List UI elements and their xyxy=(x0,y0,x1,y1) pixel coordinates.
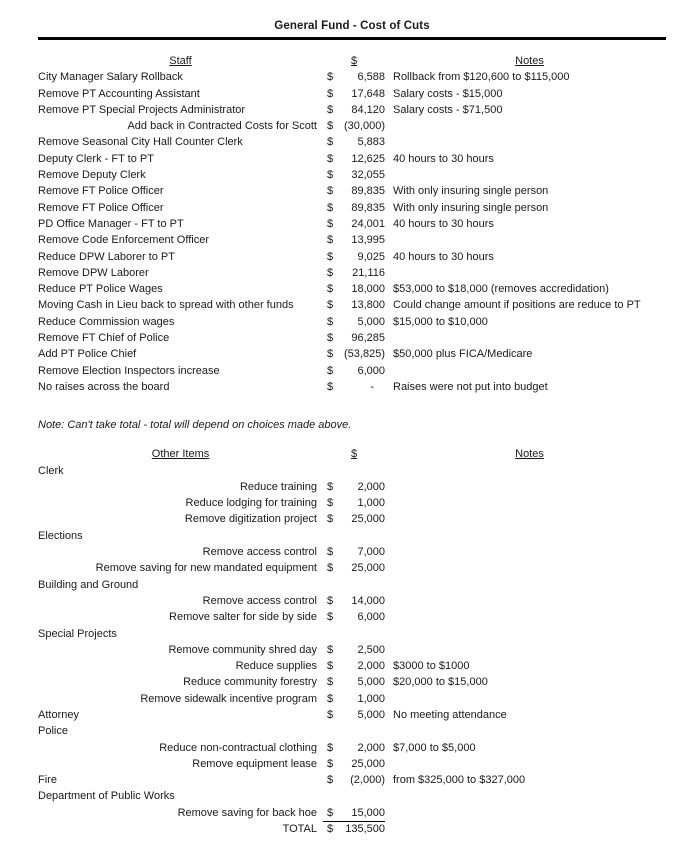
row-note xyxy=(385,626,666,642)
column-header-dollar: $ xyxy=(350,448,358,461)
dollar-sign: $ xyxy=(323,805,341,822)
row-note xyxy=(385,821,666,837)
row-note: 40 hours to 30 hours xyxy=(393,250,494,263)
row-label: Remove FT Chief of Police xyxy=(38,332,170,345)
table-row xyxy=(38,102,666,118)
dollar-sign: $ xyxy=(327,562,334,575)
table-row xyxy=(38,821,666,837)
row-note xyxy=(385,642,666,658)
dollar-sign: $ xyxy=(327,185,334,198)
dollar-sign xyxy=(323,723,341,739)
dollar-sign: $ xyxy=(327,120,334,133)
table-row xyxy=(38,216,666,232)
total-disclaimer-note: Note: Can't take total - total will depend on choices made above. xyxy=(38,419,352,432)
row-note xyxy=(385,511,666,527)
row-amount: 13,800 xyxy=(351,299,385,312)
table-row xyxy=(38,772,666,788)
row-note: Salary costs - $71,500 xyxy=(393,103,503,116)
table-row xyxy=(38,609,666,625)
table-row xyxy=(38,658,666,674)
row-label: Add PT Police Chief xyxy=(38,348,137,361)
other-items-table xyxy=(38,446,666,837)
row-amount: 14,000 xyxy=(351,594,385,607)
row-amount: 25,000 xyxy=(351,757,385,770)
dollar-sign: $ xyxy=(327,594,334,607)
dollar-sign: $ xyxy=(327,643,334,656)
table-row xyxy=(38,674,666,690)
row-label: Remove FT Police Officer xyxy=(38,185,164,198)
row-amount xyxy=(341,528,385,544)
row-label: Remove sidewalk incentive program xyxy=(140,692,317,705)
row-note xyxy=(385,788,666,804)
table-row xyxy=(38,495,666,511)
row-label: Reduce training xyxy=(239,480,317,493)
row-amount xyxy=(341,577,385,593)
row-note xyxy=(385,528,666,544)
row-label: Remove equipment lease xyxy=(192,757,317,770)
dollar-sign: $ xyxy=(327,497,334,510)
row-note: No meeting attendance xyxy=(393,708,507,721)
dollar-sign: $ xyxy=(327,315,334,328)
row-label: Remove saving for back hoe xyxy=(177,806,317,819)
dollar-sign: $ xyxy=(327,152,334,165)
row-note: from $325,000 to $327,000 xyxy=(393,774,526,787)
dollar-sign: $ xyxy=(327,103,334,116)
column-header-staff: Staff xyxy=(169,55,192,67)
table-row xyxy=(38,560,666,576)
row-label: Fire xyxy=(38,774,57,787)
row-amount: 1,000 xyxy=(357,497,385,510)
row-label: Remove Deputy Clerk xyxy=(38,169,146,182)
table-row xyxy=(38,314,666,330)
page-title: General Fund - Cost of Cuts xyxy=(274,20,430,32)
row-label: Building and Ground xyxy=(38,578,139,591)
table-row xyxy=(38,756,666,772)
row-amount xyxy=(341,626,385,642)
dollar-sign: $ xyxy=(327,757,334,770)
dollar-sign: $ xyxy=(327,217,334,230)
row-label: Remove DPW Laborer xyxy=(38,266,149,279)
row-amount: 6,588 xyxy=(357,71,385,84)
dollar-sign: $ xyxy=(327,546,334,559)
row-note xyxy=(385,167,666,183)
table-row xyxy=(38,69,666,85)
table-row xyxy=(38,118,666,134)
table-row xyxy=(38,281,666,297)
table-row xyxy=(38,249,666,265)
dollar-sign xyxy=(323,528,341,544)
staff-cuts-table xyxy=(38,53,666,395)
table-row xyxy=(38,232,666,248)
column-header-notes: Notes xyxy=(515,55,544,67)
row-note xyxy=(385,265,666,281)
dollar-sign: $ xyxy=(327,380,334,393)
row-note: Salary costs - $15,000 xyxy=(393,87,503,100)
table-row xyxy=(38,691,666,707)
table-row xyxy=(38,297,666,313)
row-amount: 13,995 xyxy=(351,234,385,247)
table-row xyxy=(38,183,666,199)
row-amount: 25,000 xyxy=(351,562,385,575)
row-amount xyxy=(341,788,385,804)
row-note: $7,000 to $5,000 xyxy=(393,741,476,754)
dollar-sign: $ xyxy=(327,71,334,84)
dollar-sign: $ xyxy=(327,676,334,689)
row-note: 40 hours to 30 hours xyxy=(393,217,494,230)
row-amount: 5,883 xyxy=(357,136,385,149)
row-label: Reduce supplies xyxy=(235,660,317,673)
row-note: Raises were not put into budget xyxy=(393,380,548,393)
row-note xyxy=(385,577,666,593)
table-row xyxy=(38,167,666,183)
row-note xyxy=(385,463,666,479)
row-label: Special Projects xyxy=(38,627,117,640)
row-note xyxy=(385,495,666,511)
table-row xyxy=(38,479,666,495)
dollar-sign xyxy=(323,788,341,804)
row-note xyxy=(385,560,666,576)
row-label: Add back in Contracted Costs for Scott xyxy=(127,120,317,133)
dollar-sign: $ xyxy=(327,87,334,100)
dollar-sign: $ xyxy=(327,250,334,263)
row-note xyxy=(385,118,666,134)
row-note xyxy=(385,723,666,739)
row-label: Moving Cash in Lieu back to spread with other funds xyxy=(38,299,294,312)
row-amount: (30,000) xyxy=(344,120,385,133)
row-amount xyxy=(341,463,385,479)
dollar-sign: $ xyxy=(327,234,334,247)
row-amount: 17,648 xyxy=(351,87,385,100)
row-amount: 24,001 xyxy=(351,217,385,230)
row-note xyxy=(385,609,666,625)
row-label: Reduce non-contractual clothing xyxy=(159,741,317,754)
row-label: Police xyxy=(38,725,68,738)
row-label: Remove digitization project xyxy=(184,513,317,526)
table-row xyxy=(38,151,666,167)
row-amount xyxy=(341,723,385,739)
dollar-sign: $ xyxy=(327,283,334,296)
row-label: Remove Election Inspectors increase xyxy=(38,364,220,377)
row-note: $53,000 to $18,000 (removes accredidation) xyxy=(393,283,609,296)
row-note: With only insuring single person xyxy=(393,201,549,214)
row-amount: 32,055 xyxy=(351,169,385,182)
row-note: 40 hours to 30 hours xyxy=(393,152,494,165)
dollar-sign: $ xyxy=(327,692,334,705)
row-amount: 15,000 xyxy=(341,805,385,822)
row-label: Remove Code Enforcement Officer xyxy=(38,234,209,247)
table-row xyxy=(38,740,666,756)
dollar-sign: $ xyxy=(327,611,334,624)
row-amount: 135,500 xyxy=(345,823,385,836)
dollar-sign: $ xyxy=(327,348,334,361)
table-row xyxy=(38,363,666,379)
row-note: $50,000 plus FICA/Medicare xyxy=(393,348,533,361)
row-note xyxy=(385,544,666,560)
table-row xyxy=(38,200,666,216)
row-label: City Manager Salary Rollback xyxy=(38,71,183,84)
dollar-sign: $ xyxy=(327,136,334,149)
table-row xyxy=(38,544,666,560)
row-amount: 2,500 xyxy=(357,643,385,656)
staff-table-header xyxy=(38,53,666,69)
row-note: $20,000 to $15,000 xyxy=(393,676,488,689)
row-label: Reduce community forestry xyxy=(183,676,317,689)
dollar-sign: $ xyxy=(327,660,334,673)
row-label: Reduce PT Police Wages xyxy=(38,283,163,296)
row-amount: 6,000 xyxy=(357,611,385,624)
table-row xyxy=(38,642,666,658)
column-header-notes: Notes xyxy=(515,448,544,461)
row-amount: 25,000 xyxy=(351,513,385,526)
table-row xyxy=(38,723,666,739)
row-amount: - xyxy=(370,380,374,393)
row-note xyxy=(385,134,666,150)
table-row xyxy=(38,511,666,527)
table-row xyxy=(38,707,666,723)
row-label: TOTAL xyxy=(282,823,317,836)
row-amount: 21,116 xyxy=(352,266,385,279)
dollar-sign: $ xyxy=(327,169,334,182)
row-label: Reduce lodging for training xyxy=(185,497,317,510)
row-note xyxy=(385,330,666,346)
dollar-sign: $ xyxy=(327,708,334,721)
row-note: $3000 to $1000 xyxy=(393,660,470,673)
row-label: Remove community shred day xyxy=(168,643,317,656)
table-row xyxy=(38,463,666,479)
row-label: Reduce Commission wages xyxy=(38,315,175,328)
dollar-sign xyxy=(323,463,341,479)
dollar-sign: $ xyxy=(327,823,334,836)
table-row xyxy=(38,788,666,804)
row-amount: 5,000 xyxy=(357,708,385,721)
dollar-sign: $ xyxy=(327,364,334,377)
row-label: Deputy Clerk - FT to PT xyxy=(38,152,154,165)
row-label: Attorney xyxy=(38,708,79,721)
dollar-sign xyxy=(323,626,341,642)
row-amount: 5,000 xyxy=(357,676,385,689)
row-amount: 2,000 xyxy=(357,480,385,493)
row-label: PD Office Manager - FT to PT xyxy=(38,217,184,230)
row-label: Department of Public Works xyxy=(38,790,175,803)
row-amount: 6,000 xyxy=(357,364,385,377)
row-note: Could change amount if positions are reduce to PT xyxy=(393,299,641,312)
row-note xyxy=(385,479,666,495)
row-amount: 89,835 xyxy=(351,185,385,198)
row-amount: 9,025 xyxy=(357,250,385,263)
row-label: No raises across the board xyxy=(38,380,170,393)
row-label: Clerk xyxy=(38,464,64,477)
row-label: Reduce DPW Laborer to PT xyxy=(38,250,175,263)
row-label: Remove Seasonal City Hall Counter Clerk xyxy=(38,136,243,149)
row-label: Remove saving for new mandated equipment xyxy=(95,562,317,575)
row-amount: 2,000 xyxy=(357,660,385,673)
table-row xyxy=(38,330,666,346)
row-note xyxy=(385,232,666,248)
column-header-dollar: $ xyxy=(350,55,358,67)
row-note xyxy=(385,805,666,822)
table-row xyxy=(38,577,666,593)
row-label: Remove PT Accounting Assistant xyxy=(38,87,200,100)
row-note xyxy=(385,593,666,609)
table-row xyxy=(38,805,666,821)
table-row xyxy=(38,265,666,281)
table-row xyxy=(38,626,666,642)
row-note xyxy=(385,756,666,772)
row-label: Remove PT Special Projects Administrator xyxy=(38,103,246,116)
row-amount: 12,625 xyxy=(351,152,385,165)
row-note: Rollback from $120,600 to $115,000 xyxy=(393,71,570,84)
table-row xyxy=(38,593,666,609)
dollar-sign: $ xyxy=(327,741,334,754)
row-note: With only insuring single person xyxy=(393,185,549,198)
dollar-sign: $ xyxy=(327,201,334,214)
staff-table-body xyxy=(38,69,666,395)
table-row xyxy=(38,528,666,544)
row-label: Remove access control xyxy=(202,546,317,559)
table-row xyxy=(38,379,666,395)
row-label: Remove access control xyxy=(202,594,317,607)
dollar-sign: $ xyxy=(327,332,334,345)
dollar-sign: $ xyxy=(327,513,334,526)
row-amount: 18,000 xyxy=(351,283,385,296)
title-rule xyxy=(38,37,666,40)
table-row xyxy=(38,346,666,362)
dollar-sign: $ xyxy=(327,299,334,312)
row-amount: 96,285 xyxy=(351,332,385,345)
row-amount: 84,120 xyxy=(351,103,385,116)
table-row xyxy=(38,86,666,102)
row-note xyxy=(385,363,666,379)
row-note: $15,000 to $10,000 xyxy=(393,315,488,328)
row-amount: 5,000 xyxy=(357,315,385,328)
other-table-header xyxy=(38,446,666,462)
row-label: Remove salter for side by side xyxy=(169,611,317,624)
row-note xyxy=(385,691,666,707)
dollar-sign xyxy=(323,577,341,593)
row-amount: 1,000 xyxy=(357,692,385,705)
row-amount: 2,000 xyxy=(357,741,385,754)
row-label: Remove FT Police Officer xyxy=(38,201,164,214)
dollar-sign: $ xyxy=(327,774,334,787)
row-amount: (2,000) xyxy=(350,774,385,787)
dollar-sign: $ xyxy=(327,480,334,493)
dollar-sign: $ xyxy=(327,266,334,279)
row-amount: 7,000 xyxy=(357,546,385,559)
other-table-body xyxy=(38,463,666,838)
table-row xyxy=(38,134,666,150)
row-amount: 89,835 xyxy=(351,201,385,214)
column-header-other-items: Other Items xyxy=(151,448,210,461)
row-label: Elections xyxy=(38,529,83,542)
row-amount: (53,825) xyxy=(344,348,385,361)
